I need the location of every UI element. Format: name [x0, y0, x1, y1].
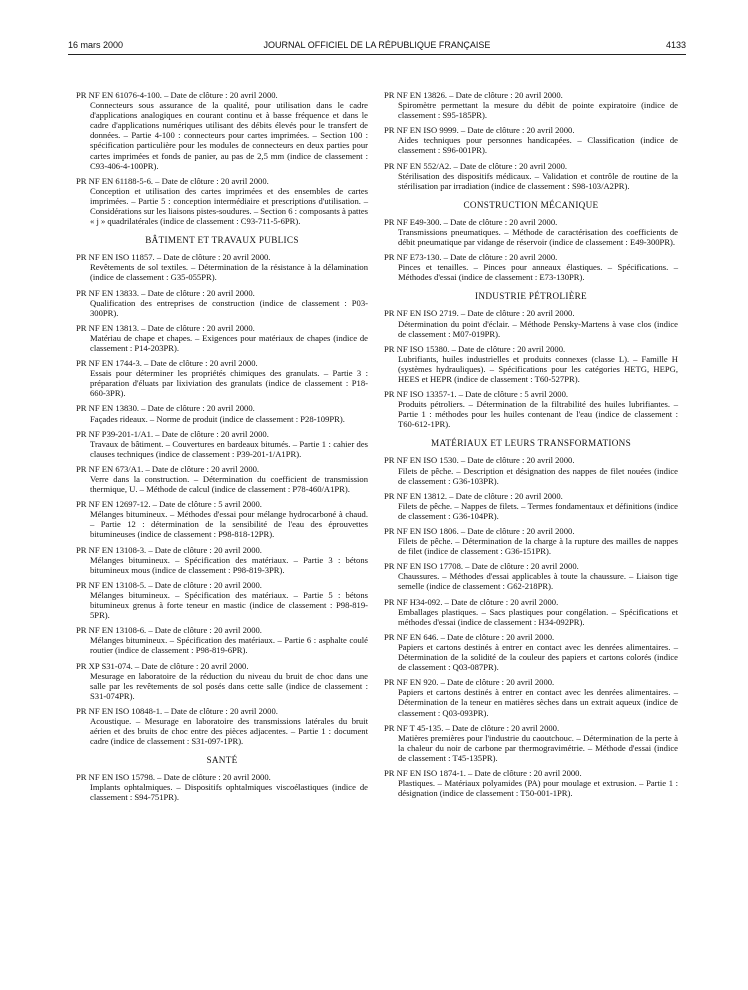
- entry-reference: PR XP S31-074. – Date de clôture : 20 avril 2000.: [76, 660, 249, 671]
- standard-entry: [384, 677, 678, 717]
- entry-description: Produits pétroliers. – Détermination de la filtrabilité des huiles lubrifiantes. – Partie 1 : méthodes pour les huiles contenant de l'eau (indice de classement : T60-612-1PR).: [398, 399, 678, 430]
- entry-description: Mélanges bitumineux. – Spécification des matériaux. – Partie 5 : bétons bitumineux grenus à forte teneur en mastic (indice de classement : P98-819-5PR).: [90, 589, 368, 621]
- entry-description: Lubrifiants, huiles industrielles et produits connexes (classe L). – Famille H (systèmes hydrauliques). – Spécifications pour les catégories HETG, HEPG, HEES et HEPR (indice de classement : T60-527PR).: [398, 353, 678, 384]
- section-heading: SANTÉ: [206, 755, 238, 766]
- standard-entry: [384, 389, 678, 429]
- entry-description: Filets de pêche. – Nappes de filets. – Termes fondamentaux et définitions (indice de classement : G36-104PR).: [398, 500, 678, 521]
- standard-entry: [384, 561, 678, 591]
- entry-reference: PR NF EN ISO 1530. – Date de clôture : 20 avril 2000.: [384, 455, 575, 466]
- standard-entry: [76, 252, 368, 282]
- entry-reference: PR NF EN 1744-3. – Date de clôture : 20 avril 2000.: [76, 358, 258, 369]
- entry-description: Détermination du point d'éclair. – Méthode Pensky-Martens à vase clos (indice de classement : M07-019PR).: [398, 318, 678, 339]
- section-heading: BÂTIMENT ET TRAVAUX PUBLICS: [145, 235, 299, 246]
- entry-reference: PR NF EN ISO 17708. – Date de clôture : 20 avril 2000.: [384, 561, 579, 572]
- header-rule: [68, 54, 686, 55]
- entry-description: Essais pour déterminer les propriétés chimiques des granulats. – Partie 3 : préparation d'éluats par lixiviation des granulats (indice de classement : P18-660-3PR).: [90, 368, 368, 399]
- entry-reference: PR NF P39-201-1/A1. – Date de clôture : 20 avril 2000.: [76, 428, 269, 439]
- entry-reference: PR NF EN 13108-6. – Date de clôture : 20 avril 2000.: [76, 625, 262, 636]
- entry-description: Transmissions pneumatiques. – Méthode de caractérisation des coefficients de débit pneumatique par vidange de réservoir (indice de classement : E49-300PR).: [398, 226, 678, 248]
- entry-reference: PR NF EN ISO 11857. – Date de clôture : 20 avril 2000.: [76, 252, 271, 263]
- entry-description: Acoustique. – Mesurage en laboratoire des transmissions latérales du bruit aérien et des bruits de choc entre des pièces adjacentes. – Partie 1 : document cadre (indice de classement : S31-097-1PR).: [90, 715, 368, 747]
- standard-entry: [76, 403, 368, 423]
- entry-reference: PR NF EN 646. – Date de clôture : 20 avril 2000.: [384, 631, 555, 642]
- standard-entry: [384, 344, 678, 384]
- entry-reference: PR NF EN ISO 2719. – Date de clôture : 20 avril 2000.: [384, 308, 575, 319]
- standard-entry: [76, 545, 368, 575]
- entry-reference: PR NF EN 673/A1. – Date de clôture : 20 avril 2000.: [76, 463, 260, 474]
- section-heading: MATÉRIAUX ET LEURS TRANSFORMATIONS: [430, 438, 631, 449]
- page-header: [68, 40, 686, 54]
- entry-description: Mélanges bitumineux. – Méthodes d'essai pour mélange hydrocarboné à chaud. – Partie 12 : détermination de la sensibilité de l'eau des éprouvettes bitumineuses (indice de classement : P98-818-12PR).: [90, 509, 368, 540]
- entry-description: Connecteurs sous assurance de la qualité, pour utilisation dans le cadre d'applications analogiques en courant continu et à basse fréquence et dans le cadre d'applications numériques utilisant des débits élevés pour le transfert de données. – Partie 4-100 : connecteurs pour cartes imprimées. – Section 100 : spécification particulière pour les modules de connecteurs en deux parties pour cartes imprimées et fonds de panier, au pas de 2,5 mm (indice de classement : C93-406-4-100PR).: [90, 100, 368, 171]
- entry-reference: PR NF EN 61188-5-6. – Date de clôture : 20 avril 2000.: [76, 175, 269, 186]
- entry-reference: PR NF EN 920. – Date de clôture : 20 avril 2000.: [384, 677, 555, 688]
- entry-description: Matières premières pour l'industrie du caoutchouc. – Détermination de la perte à la chaleur du noir de carbone par thermogravimétrie. – Méthode d'essai (indice de classement : T45-135PR).: [398, 732, 678, 763]
- entry-reference: PR NF E49-300. – Date de clôture : 20 avril 2000.: [384, 216, 558, 227]
- standard-entry: [76, 661, 368, 701]
- standard-entry: [384, 768, 678, 798]
- entry-description: Implants ophtalmiques. – Dispositifs ophtalmiques viscoélastiques (indice de classement : S94-751PR).: [90, 782, 368, 803]
- journal-title: JOURNAL OFFICIEL DE LA RÉPUBLIQUE FRANÇAISE: [263, 40, 491, 50]
- standard-entry: [384, 597, 678, 627]
- page-number: 4133: [665, 40, 686, 50]
- entry-reference: PR NF EN 12697-12. – Date de clôture : 5 avril 2000.: [76, 499, 262, 510]
- standard-entry: [384, 526, 678, 556]
- entry-description: Conception et utilisation des cartes imprimées et des ensembles de cartes imprimées. – Partie 5 : conception intermédiaire et prescriptions d'utilisation. – Considérations sur les liaisons pistes-soudures. – Section 6 : composants à pattes « j » quadrilatérales (indice de classement : C93-711-5-6PR).: [90, 185, 368, 227]
- entry-description: Filets de pêche. – Détermination de la charge à la rupture des mailles de nappes de filet (indice de classement : G36-151PR).: [398, 536, 678, 557]
- entry-reference: PR NF EN 13826. – Date de clôture : 20 avril 2000.: [384, 90, 563, 100]
- entry-reference: PR NF EN 13833. – Date de clôture : 20 avril 2000.: [76, 287, 255, 298]
- standard-entry: [76, 90, 368, 171]
- standard-entry: [76, 706, 368, 746]
- entry-description: Mélanges bitumineux. – Spécification des matériaux. – Partie 3 : bétons bitumineux mous (indice de classement : P98-819-3PR).: [90, 554, 368, 575]
- entry-reference: PR NF T 45-135. – Date de clôture : 20 avril 2000.: [384, 722, 560, 733]
- entry-reference: PR NF EN ISO 9999. – Date de clôture : 20 avril 2000.: [384, 125, 575, 136]
- standard-entry: [384, 252, 678, 282]
- standard-entry: [76, 429, 368, 459]
- standard-entry: [384, 723, 678, 763]
- standard-entry: [76, 464, 368, 494]
- section-heading: INDUSTRIE PÉTROLIÈRE: [475, 291, 587, 302]
- standard-entry: [384, 491, 678, 521]
- standard-entry: [76, 772, 368, 802]
- entry-reference: PR NF EN 552/A2. – Date de clôture : 20 avril 2000.: [384, 160, 568, 171]
- entry-reference: PR NF ISO 13357-1. – Date de clôture : 5 avril 2000.: [384, 389, 569, 400]
- entry-description: Mesurage en laboratoire de la réduction du niveau du bruit de choc dans une salle par les revêtements de sol posés dans cette salle (indice de classement : S31-074PR).: [90, 670, 368, 701]
- section-heading: CONSTRUCTION MÉCANIQUE: [463, 199, 599, 210]
- standard-entry: [384, 161, 678, 191]
- entry-reference: PR NF EN 13108-3. – Date de clôture : 20 avril 2000.: [76, 544, 262, 555]
- issue-date: 16 mars 2000: [68, 40, 124, 50]
- entry-reference: PR NF EN ISO 1874-1. – Date de clôture : 20 avril 2000.: [384, 767, 582, 778]
- entry-description: Papiers et cartons destinés à entrer en contact avec les denrées alimentaires. – Détermination de la teneur en matières sèches dans un extrait aqueux (indice de classement : Q03-093PR).: [398, 687, 678, 718]
- standard-entry: [384, 308, 678, 338]
- entry-reference: PR NF EN ISO 1806. – Date de clôture : 20 avril 2000.: [384, 526, 575, 536]
- entry-reference: PR NF E73-130. – Date de clôture : 20 avril 2000.: [384, 252, 558, 263]
- standard-entry: [384, 632, 678, 672]
- entry-description: Pinces et tenailles. – Pinces pour anneaux élastiques. – Spécifications. – Méthodes d'essai (indice de classement : E73-130PR).: [398, 262, 678, 283]
- entry-reference: PR NF EN 13812. – Date de clôture : 20 avril 2000.: [384, 490, 563, 501]
- entry-description: Matériau de chape et chapes. – Exigences pour matériaux de chapes (indice de classement : P14-203PR).: [90, 332, 368, 353]
- entry-reference: PR NF H34-092. – Date de clôture : 20 avril 2000.: [384, 596, 559, 607]
- entry-description: Stérilisation des dispositifs médicaux. – Validation et contrôle de routine de la stérilisation par irradiation (indice de classement : S98-103/A2PR).: [398, 170, 678, 191]
- standard-entry: [76, 176, 368, 226]
- entry-reference: PR NF EN 61076-4-100. – Date de clôture : 20 avril 2000.: [76, 90, 278, 100]
- right-column: [384, 90, 678, 803]
- entry-reference: PR NF EN ISO 10848-1. – Date de clôture : 20 avril 2000.: [76, 705, 278, 716]
- entry-description: Aides techniques pour personnes handicapées. – Classification (indice de classement : S96-001PR).: [398, 135, 678, 156]
- standard-entry: [76, 323, 368, 353]
- standard-entry: [384, 125, 678, 155]
- standard-entry: [384, 217, 678, 247]
- standard-entry: [76, 580, 368, 620]
- entry-description: Verre dans la construction. – Détermination du coefficient de transmission thermique, U. – Méthode de calcul (indice de classement : P78-460/A1PR).: [90, 474, 368, 495]
- entry-reference: PR NF EN 13813. – Date de clôture : 20 avril 2000.: [76, 322, 255, 333]
- standard-entry: [384, 455, 678, 485]
- standard-entry: [76, 288, 368, 318]
- standard-entry: [76, 499, 368, 539]
- entry-description: Façades rideaux. – Norme de produit (indice de classement : P28-109PR).: [90, 413, 345, 424]
- entry-reference: PR NF EN 13108-5. – Date de clôture : 20 avril 2000.: [76, 579, 262, 590]
- entry-description: Mélanges bitumineux. – Spécification des matériaux. – Partie 6 : asphalte coulé routier (indice de classement : P98-819-6PR).: [90, 635, 368, 656]
- entry-description: Emballages plastiques. – Sacs plastiques pour congélation. – Spécifications et méthodes d'essai (indice de classement : H34-092PR).: [398, 606, 678, 627]
- entry-description: Qualification des entreprises de construction (indice de classement : P03-300PR).: [90, 297, 368, 318]
- entry-reference: PR NF EN 13830. – Date de clôture : 20 avril 2000.: [76, 403, 255, 414]
- entry-description: Plastiques. – Matériaux polyamides (PA) pour moulage et extrusion. – Partie 1 : désignation (indice de classement : T50-001-1PR).: [398, 778, 678, 799]
- standard-entry: [384, 90, 678, 120]
- standard-entry: [76, 358, 368, 398]
- left-column: [76, 90, 368, 808]
- entry-reference: PR NF ISO 15380. – Date de clôture : 20 avril 2000.: [384, 343, 566, 354]
- entry-reference: PR NF EN ISO 15798. – Date de clôture : 20 avril 2000.: [76, 772, 271, 783]
- entry-description: Spiromètre permettant la mesure du débit de pointe expiratoire (indice de classement : S95-185PR).: [398, 100, 678, 121]
- standard-entry: [76, 625, 368, 655]
- entry-description: Chaussures. – Méthodes d'essai applicables à toute la chaussure. – Liaison tige semelle (indice de classement : G62-218PR).: [398, 571, 678, 592]
- entry-description: Papiers et cartons destinés à entrer en contact avec les denrées alimentaires. – Détermination de la solidité de la couleur des papiers et cartons colorés (indice de classement : Q03-087PR).: [398, 641, 678, 673]
- entry-description: Filets de pêche. – Description et désignation des nappes de filet nouées (indice de classement : G36-103PR).: [398, 465, 678, 486]
- entry-description: Revêtements de sol textiles. – Détermination de la résistance à la délamination (indice de classement : G35-055PR).: [90, 262, 368, 283]
- entry-description: Travaux de bâtiment. – Couvertures en bardeaux bitumés. – Partie 1 : cahier des clauses techniques (indice de classement : P39-201-1/A1PR).: [90, 438, 368, 459]
